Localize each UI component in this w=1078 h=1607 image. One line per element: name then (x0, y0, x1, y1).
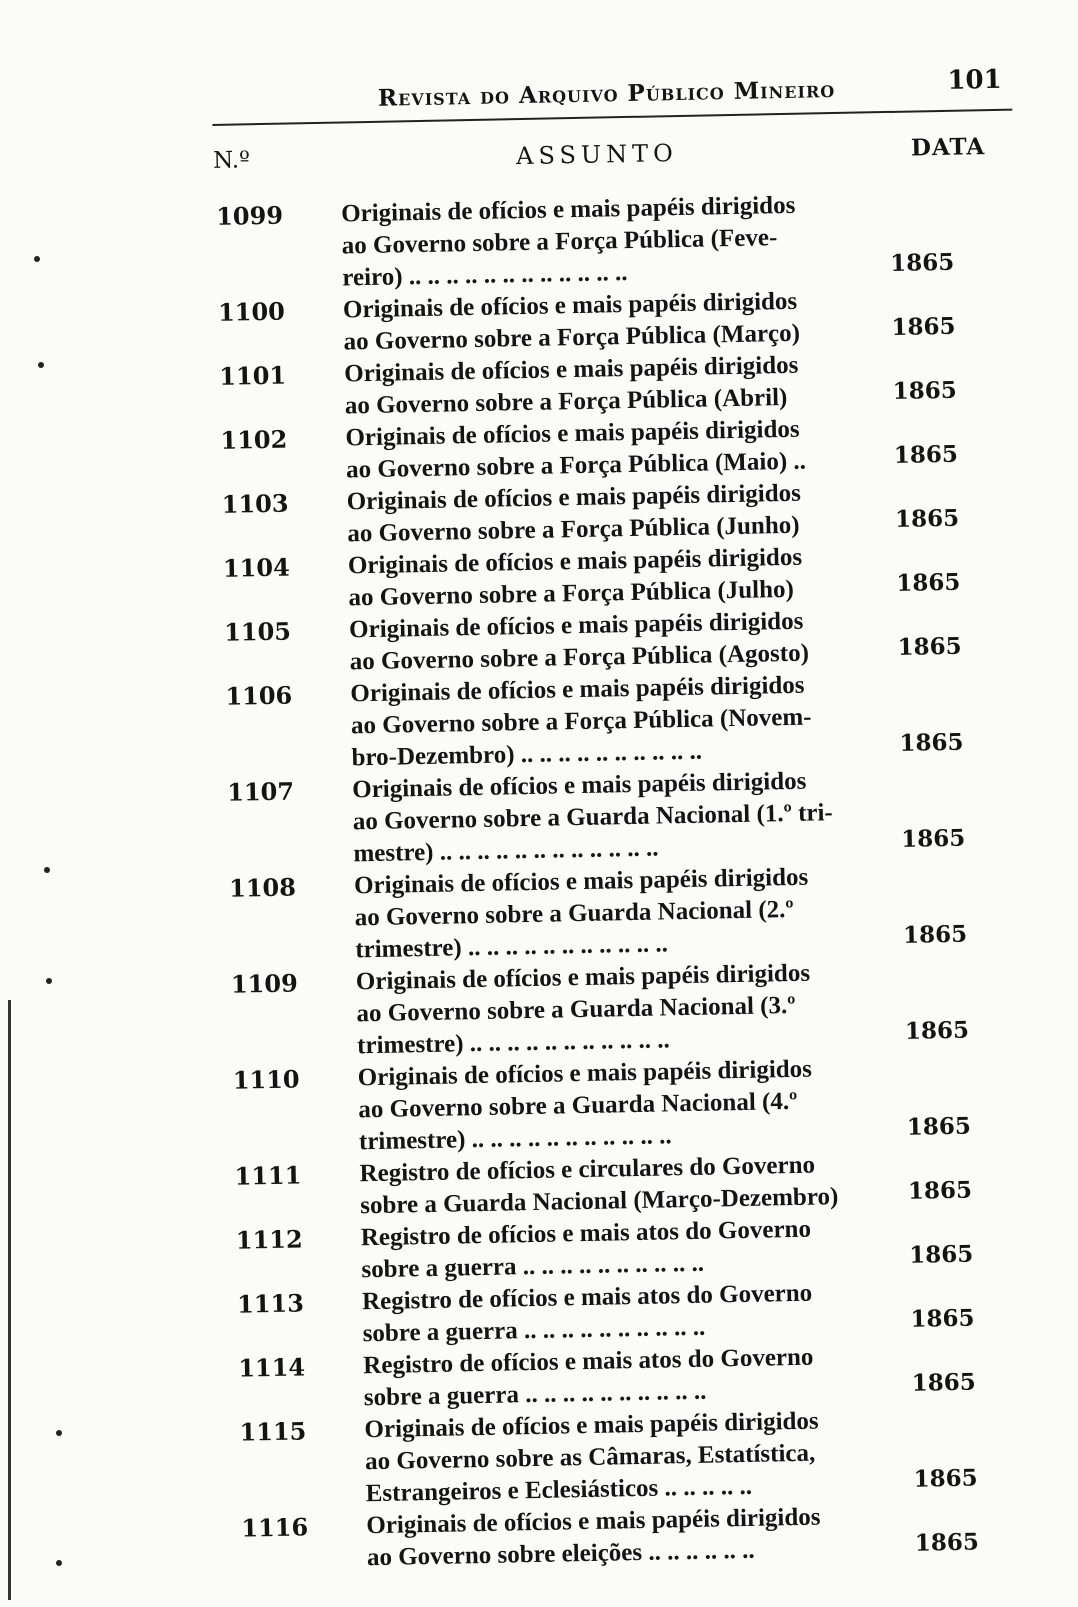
catalog-entry-list (4, 184, 1078, 1580)
entry-date: 1865 (899, 728, 964, 757)
entry-subject-line: Registro de ofícios e mais atos do Governo (363, 1343, 814, 1380)
entry-number: 1109 (230, 968, 299, 999)
entry-date: 1865 (909, 1240, 974, 1269)
entry-subject-line: Originais de ofícios e mais papéis dirigidos (348, 607, 804, 644)
entry-subject (346, 477, 852, 551)
entry-subject-line: Originais de ofícios e mais papéis dirigidos (342, 287, 798, 324)
entry-subject-line: ao Governo sobre as Câmaras, Estatística, (364, 1439, 816, 1476)
entry-date: 1865 (892, 376, 957, 405)
entry-subject (352, 765, 859, 871)
entry-subject-line: ao Governo sobre a Força Pública (Julho) (348, 575, 795, 612)
entry-subject-line: ao Governo sobre a Força Pública (Feve- (341, 224, 778, 260)
entry-subject-line: sobre a Guarda Nacional (Março-Dezembro) (359, 1183, 839, 1220)
binding-edge-rule (8, 1000, 11, 1600)
entry-subject-line: reiro) .. .. .. .. .. .. .. .. .. .. .. .. (342, 259, 628, 292)
entry-subject-line: ao Governo sobre a Força Pública (Março) (343, 319, 801, 356)
entry-subject-line: ao Governo sobre a Guarda Nacional (3.º (356, 991, 796, 1028)
entry-subject-line: mestre) .. .. .. .. .. .. .. .. .. .. .. .. (353, 834, 659, 868)
column-header-number: N.º (212, 147, 251, 174)
entry-subject-line: ao Governo sobre a Força Pública (Novem- (350, 703, 812, 740)
entry-number: 1113 (236, 1288, 305, 1319)
entry-date: 1865 (910, 1304, 975, 1333)
entry-date: 1865 (904, 1016, 970, 1045)
entry-subject-line: bro-Dezembro) .. .. .. .. .. .. .. .. .. .. (351, 737, 703, 772)
entry-number: 1106 (225, 680, 293, 711)
entry-subject (361, 1213, 867, 1287)
entry-subject-line: ao Governo sobre a Guarda Nacional (2.º (354, 895, 794, 932)
entry-subject (354, 861, 861, 967)
entry-date: 1865 (907, 1176, 973, 1205)
entry-subject-line: Originais de ofícios e mais papéis dirigidos (345, 415, 800, 452)
entry-subject-line: Originais de ofícios e mais papéis dirigidos (343, 351, 799, 388)
entry-number: 1116 (241, 1512, 309, 1543)
entry-subject-line: trimestre) .. .. .. .. .. .. .. .. .. .. .. (355, 930, 669, 964)
entry-date: 1865 (897, 632, 962, 661)
entry-subject-line: Originais de ofícios e mais papéis dirigidos (353, 863, 809, 900)
entry-subject-line: Originais de ofícios e mais papéis dirigidos (366, 1503, 821, 1540)
entry-number: 1111 (234, 1160, 302, 1191)
entry-date: 1865 (894, 504, 960, 533)
running-head (212, 63, 1013, 126)
entry-number: 1104 (222, 552, 291, 583)
entry-subject-line: Originais de ofícios e mais papéis dirigidos (346, 479, 802, 516)
entry-subject-line: sobre a guerra .. .. .. .. .. .. .. .. .. .. (363, 1377, 707, 1412)
entry-subject (362, 1277, 868, 1351)
entry-date: 1865 (891, 312, 956, 341)
column-header-date: DATA (910, 133, 986, 162)
entry-subject-line: sobre a guerra .. .. .. .. .. .. .. .. .. .. (362, 1313, 706, 1348)
entry-subject-line: trimestre) .. .. .. .. .. .. .. .. .. .. .. (358, 1122, 672, 1156)
entry-date: 1865 (901, 824, 966, 853)
entry-date: 1865 (889, 248, 955, 277)
entry-subject-line: Registro de ofícios e circulares do Governo (359, 1151, 816, 1188)
entry-subject-line: ao Governo sobre eleições .. .. .. .. .. .. (366, 1536, 755, 1572)
entry-subject (349, 605, 855, 679)
entry-date: 1865 (906, 1112, 972, 1141)
entry-subject-line: trimestre) .. .. .. .. .. .. .. .. .. .. .. (356, 1026, 671, 1060)
entry-number: 1108 (228, 872, 297, 903)
entry-subject-line: Registro de ofícios e mais atos do Governo (361, 1279, 813, 1316)
entry-number: 1112 (235, 1224, 303, 1255)
entry-number: 1107 (226, 776, 295, 807)
column-header-subject: ASSUNTO (515, 139, 679, 171)
entry-subject-line: Originais de ofícios e mais papéis dirigidos (347, 543, 803, 580)
entry-subject-line: ao Governo sobre a Força Pública (Junho) (347, 511, 800, 548)
entry-subject (359, 1149, 865, 1223)
entry-number: 1101 (218, 360, 287, 391)
entry-subject-line: Originais de ofícios e mais papéis dirigidos (340, 191, 796, 228)
entry-date: 1865 (893, 440, 959, 469)
entry-subject-line: Estrangeiros e Eclesiásticos .. .. .. .. .. (365, 1472, 753, 1508)
entry-number: 1103 (221, 488, 289, 519)
entry-subject (350, 669, 857, 775)
entry-subject-line: ao Governo sobre a Força Pública (Abril) (344, 383, 788, 420)
entry-subject-line: ao Governo sobre a Força Pública (Maio) .. (345, 447, 807, 484)
entry-subject-line: Originais de ofícios e mais papéis dirigidos (355, 959, 811, 996)
entry-subject (364, 1405, 871, 1511)
page-number: 101 (947, 64, 1003, 96)
entry-date: 1865 (914, 1528, 980, 1557)
entry-subject-line: Originais de ofícios e mais papéis dirigidos (350, 671, 805, 708)
entry-date: 1865 (902, 920, 968, 949)
entry-number: 1110 (232, 1064, 300, 1095)
entry-subject (348, 541, 854, 615)
entry-subject (366, 1501, 872, 1575)
entry-subject (343, 285, 849, 359)
entry-subject-line: sobre a guerra .. .. .. .. .. .. .. .. .. .. (361, 1249, 705, 1284)
running-title: Revista do Arquivo Público Mineiro (377, 75, 836, 112)
entry-subject (345, 413, 851, 487)
entry-number: 1115 (239, 1416, 307, 1447)
entry-date: 1865 (896, 568, 961, 597)
entry-subject-line: Registro de ofícios e mais atos do Governo (360, 1215, 812, 1252)
entry-number: 1105 (223, 616, 292, 647)
entry-subject-line: ao Governo sobre a Força Pública (Agosto) (349, 639, 810, 676)
entry-subject-line: Originais de ofícios e mais papéis dirigidos (364, 1407, 819, 1444)
entry-number: 1100 (217, 296, 286, 327)
entry-subject-line: ao Governo sobre a Guarda Nacional (4.º (358, 1087, 798, 1124)
entry-date: 1865 (911, 1368, 976, 1397)
entry-subject-line: Originais de ofícios e mais papéis dirigidos (357, 1055, 813, 1092)
entry-subject-line: Originais de ofícios e mais papéis dirigidos (351, 767, 807, 804)
entry-subject (356, 957, 863, 1063)
entry-subject (357, 1053, 864, 1159)
entry-number: 1099 (215, 200, 284, 231)
entry-subject-line: ao Governo sobre a Guarda Nacional (1.º tri- (352, 799, 833, 836)
entry-number: 1102 (220, 424, 288, 455)
entry-subject (341, 189, 848, 295)
entry-date: 1865 (913, 1464, 978, 1493)
entry-subject (363, 1341, 869, 1415)
entry-subject (344, 349, 850, 423)
entry-number: 1114 (238, 1352, 306, 1383)
